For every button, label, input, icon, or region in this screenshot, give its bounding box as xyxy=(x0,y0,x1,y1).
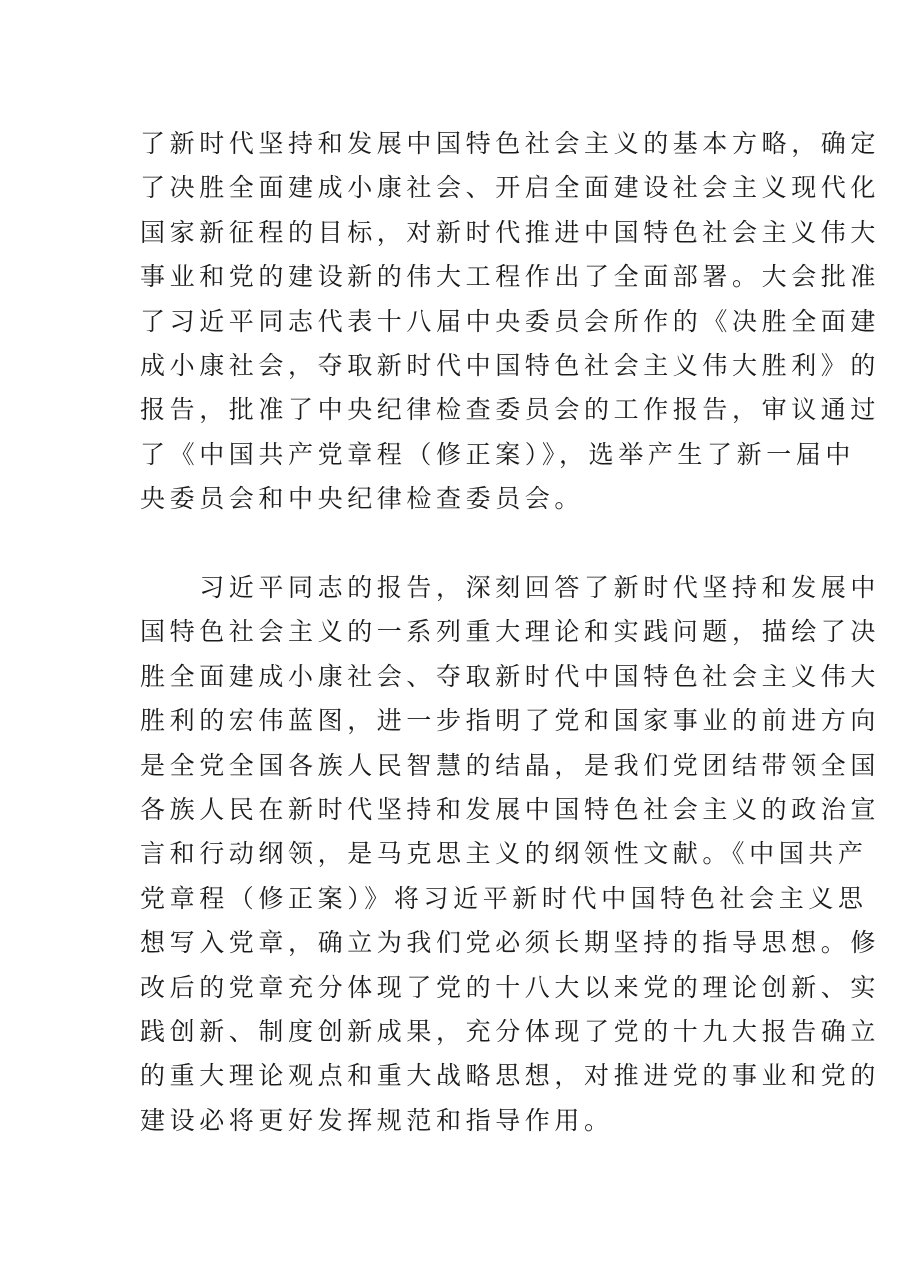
paragraph-2-line: 胜利的宏伟蓝图，进一步指明了党和国家事业的前进方向 xyxy=(140,706,881,736)
paragraph-2 xyxy=(140,566,881,1143)
paragraph-1-line: 了决胜全面建成小康社会、开启全面建设社会主义现代化 xyxy=(140,173,881,203)
paragraph-2-line: 习近平同志的报告，深刻回答了新时代坚持和发展中 xyxy=(140,573,881,602)
paragraph-1-line: 了习近平同志代表十八届中央委员会所作的《决胜全面建 xyxy=(140,306,881,336)
paragraph-2-line: 改后的党章充分体现了党的十八大以来党的理论创新、实 xyxy=(140,972,881,1002)
paragraph-2-line: 的重大理论观点和重大战略思想，对推进党的事业和党的 xyxy=(140,1061,881,1091)
paragraph-1 xyxy=(140,122,881,522)
paragraph-2-line: 国特色社会主义的一系列重大理论和实践问题，描绘了决 xyxy=(140,617,881,647)
paragraph-2-line: 言和行动纲领，是马克思主义的纲领性文献。《中国共产 xyxy=(140,839,868,869)
paragraph-1-line: 了新时代坚持和发展中国特色社会主义的基本方略，确定 xyxy=(140,129,881,158)
paragraph-2-line: 党章程（修正案）》将习近平新时代中国特色社会主义思 xyxy=(140,883,868,913)
paragraph-1-line: 国家新征程的目标，对新时代推进中国特色社会主义伟大 xyxy=(140,217,881,247)
paragraph-2-line: 各族人民在新时代坚持和发展中国特色社会主义的政治宣 xyxy=(140,794,881,824)
paragraph-1-line: 报告，批准了中央纪律检查委员会的工作报告，审议通过 xyxy=(140,395,881,425)
paragraph-2-line: 是全党全国各族人民智慧的结晶，是我们党团结带领全国 xyxy=(140,750,881,780)
paragraph-2-line: 胜全面建成小康社会、夺取新时代中国特色社会主义伟大 xyxy=(140,661,881,691)
paragraph-1-line: 成小康社会，夺取新时代中国特色社会主义伟大胜利》的 xyxy=(140,350,881,380)
paragraph-1-line: 了《中国共产党章程（修正案）》，选举产生了新一届中 xyxy=(140,439,856,469)
paragraph-1-line: 央委员会和中央纪律检查委员会。 xyxy=(140,484,585,514)
paragraph-2-line: 建设必将更好发挥规范和指导作用。 xyxy=(140,1105,614,1135)
paragraph-2-line: 想写入党章，确立为我们党必须长期坚持的指导思想。修 xyxy=(140,928,881,958)
paragraph-2-line: 践创新、制度创新成果，充分体现了党的十九大报告确立 xyxy=(140,1016,881,1046)
paragraph-1-line: 事业和党的建设新的伟大工程作出了全面部署。大会批准 xyxy=(140,262,881,292)
